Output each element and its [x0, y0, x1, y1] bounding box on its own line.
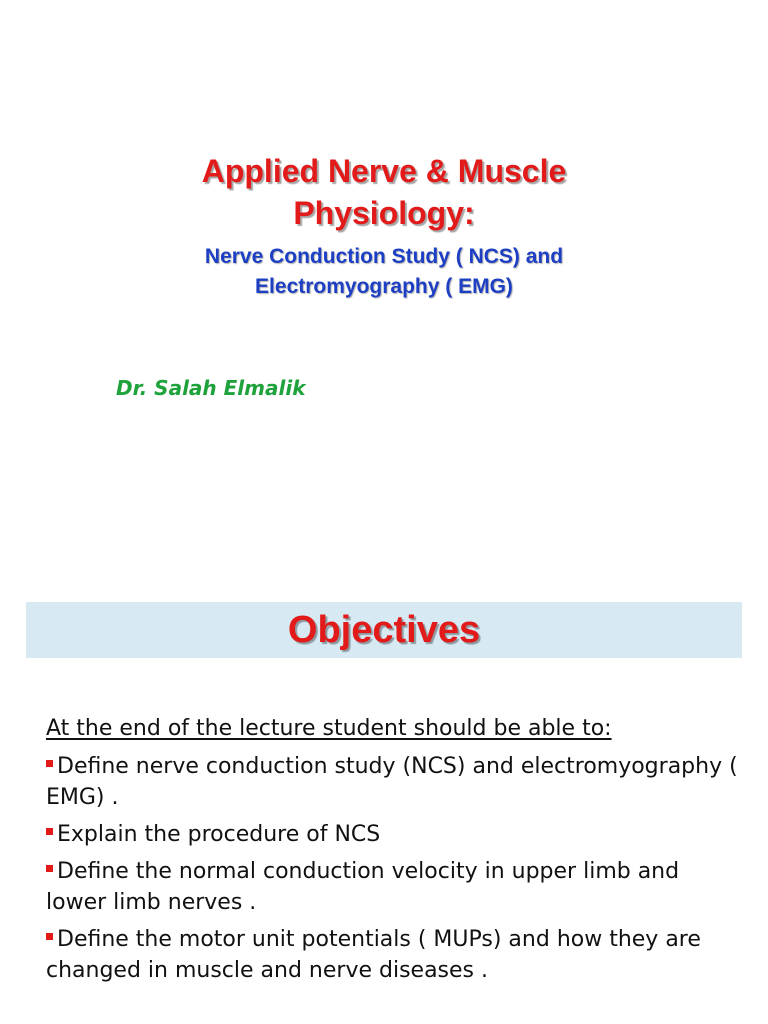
slide-title-line-2: Physiology:: [293, 195, 475, 231]
objectives-intro: At the end of the lecture student should be able to:: [46, 716, 612, 741]
objective-text: Explain the procedure of NCS: [57, 822, 381, 847]
slide-title: [0, 150, 768, 234]
objective-text: Define nerve conduction study (NCS) and electromyography ( EMG) .: [46, 754, 738, 810]
objectives-slide: [0, 576, 768, 1024]
slide-subtitle: [0, 242, 768, 302]
objectives-heading: Objectives: [287, 609, 481, 651]
author-name: Dr. Salah Elmalik: [116, 376, 306, 400]
square-bullet-icon: [46, 933, 53, 940]
square-bullet-icon: [46, 828, 53, 835]
objective-text: Define the motor unit potentials ( MUPs) and how they are changed in muscle and nerve diseases .: [46, 927, 701, 983]
objectives-list: [46, 751, 746, 992]
objective-text: Define the normal conduction velocity in upper limb and lower limb nerves .: [46, 859, 680, 915]
objective-item: [46, 924, 746, 986]
slide-title-line-1: Applied Nerve & Muscle: [201, 153, 567, 189]
slide-subtitle-line-2: Electromyography ( EMG): [255, 275, 513, 298]
objective-item: [46, 819, 746, 850]
slide-subtitle-line-1: Nerve Conduction Study ( NCS) and: [204, 245, 564, 268]
objective-item: [46, 751, 746, 813]
objectives-banner: [26, 602, 742, 658]
square-bullet-icon: [46, 865, 53, 872]
objective-item: [46, 856, 746, 918]
square-bullet-icon: [46, 760, 53, 767]
